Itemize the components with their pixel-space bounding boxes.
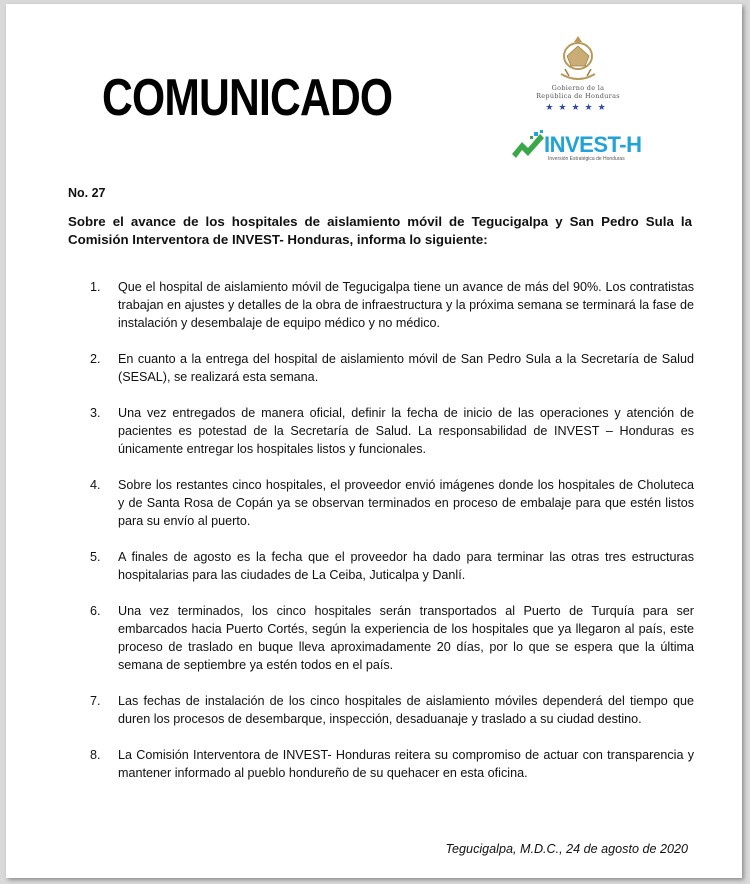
list-item-text: A finales de agosto es la fecha que el proveedor ha dado para terminar las otras tres estructuras hospitalarias para las ciudades de La Ceiba, Juticalpa y Danlí.: [118, 550, 694, 582]
list-item: [90, 404, 694, 458]
list-item-number: 4.: [90, 478, 101, 492]
list-item: [90, 746, 694, 782]
list-item-number: 6.: [90, 604, 101, 618]
communique-items-list: [90, 278, 694, 782]
government-logo-line1: Gobierno de la: [551, 84, 605, 92]
list-item-text: La Comisión Interventora de INVEST- Honduras reitera su compromiso de actuar con transparencia y mantener informado al pueblo hondureño de su quehacer en esta oficina.: [118, 748, 694, 780]
government-logo: [518, 34, 638, 134]
list-item: [90, 278, 694, 332]
government-logo-line2: República de Honduras: [536, 92, 620, 100]
list-item: [90, 350, 694, 386]
list-item-text: En cuanto a la entrega del hospital de aislamiento móvil de San Pedro Sula a la Secretaría de Salud (SESAL), se realizará esta semana.: [118, 352, 694, 384]
list-item: [90, 548, 694, 584]
five-stars-icon: ★★★★★: [545, 103, 611, 113]
list-item: [90, 692, 694, 728]
list-item-text: Las fechas de instalación de los cinco hospitales de aislamiento móviles dependerá del tiempo que duren los procesos de desembarque, inspección, desaduanaje y traslado a su ciudad destino.: [118, 694, 694, 726]
document-page: [6, 4, 742, 878]
list-item-text: Que el hospital de aislamiento móvil de Tegucigalpa tiene un avance de más del 90%. Los contratistas trabajan en ajustes y detalles de la obra de infraestructura y la próxima semana se terminará la fase de instalación y desembalaje de equipo médico y no médico.: [118, 280, 694, 330]
communique-number: No. 27: [68, 186, 106, 200]
list-item-number: 7.: [90, 694, 101, 708]
list-item-text: Una vez terminados, los cinco hospitales serán transportados al Puerto de Turquía para ser embarcados hacia Puerto Cortés, según la experiencia de los hospitales que ya llegaron al país, este proceso de traslado en buque lleva aproximadamente 20 días, por lo que se espera que la última semana de septiembre ya estén todos en el país.: [118, 604, 694, 672]
list-item-number: 3.: [90, 406, 101, 420]
list-item-text: Sobre los restantes cinco hospitales, el proveedor envió imágenes donde los hospitales de Choluteca y de Santa Rosa de Copán ya se observan terminados en proceso de embalaje para que estén listos para su envío al puerto.: [118, 478, 694, 528]
invest-h-logo: [510, 128, 650, 166]
list-item-number: 1.: [90, 280, 101, 294]
list-item-number: 2.: [90, 352, 101, 366]
list-item-number: 8.: [90, 748, 101, 762]
communique-intro: Sobre el avance de los hospitales de aislamiento móvil de Tegucigalpa y San Pedro Sula la Comisión Interventora de INVEST- Honduras, informa lo siguiente:: [68, 214, 692, 247]
list-item: [90, 602, 694, 674]
list-item: [90, 476, 694, 530]
invest-h-wordmark: INVEST-H: [544, 132, 642, 157]
invest-h-tagline: Inversión Estratégica de Honduras: [548, 156, 625, 162]
list-item-number: 5.: [90, 550, 101, 564]
place-and-date: Tegucigalpa, M.D.C., 24 de agosto de 2020: [445, 842, 688, 856]
document-title: COMUNICADO: [102, 69, 393, 127]
coat-of-arms-icon: [555, 34, 601, 84]
list-item-text: Una vez entregados de manera oficial, definir la fecha de inicio de las operaciones y atención de pacientes es potestad de la Secretaría de Salud. La responsabilidad de INVEST – Honduras es únicamente entregar los hospitales listos y funcionales.: [118, 406, 694, 456]
